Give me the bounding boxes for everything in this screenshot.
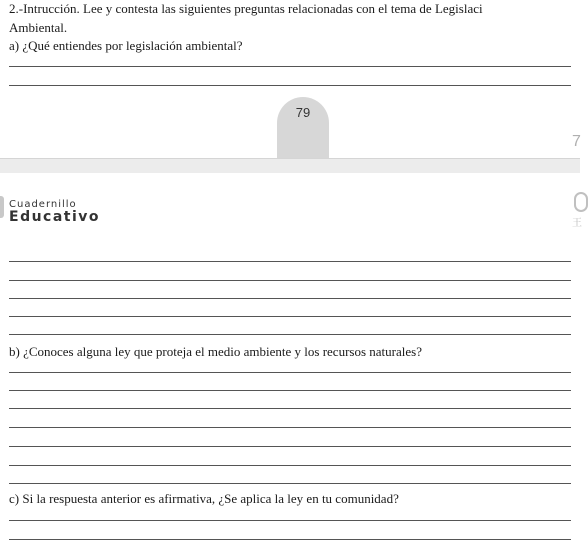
- answer-line[interactable]: [9, 427, 571, 428]
- page-number: 79: [295, 105, 311, 120]
- page-gutter: [0, 158, 580, 173]
- logo-mark-icon: [0, 196, 4, 218]
- brand-title-small: Cuadernillo: [9, 199, 77, 210]
- answer-line[interactable]: [9, 316, 571, 317]
- next-page-number: 7: [572, 133, 581, 150]
- instruction-line-1: 2.-Intrucción. Lee y contesta las siguientes preguntas relacionadas con el tema de Legislaci: [9, 1, 483, 16]
- answer-line[interactable]: [9, 446, 571, 447]
- answer-line[interactable]: [9, 465, 571, 466]
- page-number-tab: [277, 97, 329, 159]
- answer-line[interactable]: [9, 261, 571, 262]
- answer-line[interactable]: [9, 334, 571, 335]
- answer-line[interactable]: [9, 539, 571, 540]
- brand-title-big: Educativo: [9, 209, 101, 225]
- question-c: c) Si la respuesta anterior es afirmativa, ¿Se aplica la ley en tu comunidad?: [9, 491, 399, 506]
- answer-line[interactable]: [9, 280, 571, 281]
- logo-glyph: 王: [572, 218, 582, 229]
- answer-line[interactable]: [9, 298, 571, 299]
- answer-line[interactable]: [9, 85, 571, 86]
- answer-line[interactable]: [9, 372, 571, 373]
- answer-line[interactable]: [9, 520, 571, 521]
- answer-line[interactable]: [9, 66, 571, 67]
- answer-line[interactable]: [9, 483, 571, 484]
- question-b: b) ¿Conoces alguna ley que proteja el medio ambiente y los recursos naturales?: [9, 344, 422, 359]
- answer-line[interactable]: [9, 408, 571, 409]
- answer-line[interactable]: [9, 390, 571, 391]
- question-a: a) ¿Qué entiendes por legislación ambiental?: [9, 38, 243, 53]
- instruction-line-2: Ambiental.: [9, 20, 68, 35]
- institution-logo-icon: [574, 192, 588, 212]
